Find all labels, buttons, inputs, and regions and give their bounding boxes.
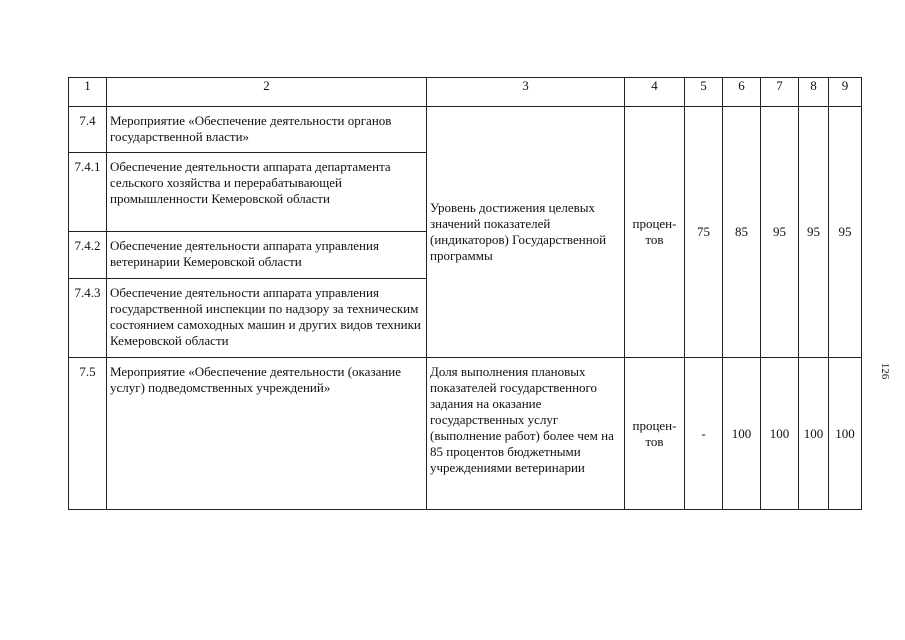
header-cell: 4	[625, 78, 685, 107]
header-cell: 3	[427, 78, 625, 107]
page-number: 126	[879, 362, 891, 380]
indicators-table	[68, 77, 862, 510]
unit-cell: процен-тов	[625, 358, 685, 510]
indicator-cell: Уровень достижения целевых значений показателей (индикаторов) Государственной программы	[427, 107, 625, 358]
header-cell: 2	[107, 78, 427, 107]
header-cell: 5	[685, 78, 723, 107]
row-name: Мероприятие «Обеспечение деятельности органов государственной власти»	[107, 107, 427, 153]
row-name: Обеспечение деятельности аппарата управления ветеринарии Кемеровской области	[107, 232, 427, 279]
value-cell: -	[685, 358, 723, 510]
value-cell: 100	[761, 358, 799, 510]
value-cell: 100	[799, 358, 829, 510]
value-cell: 95	[799, 107, 829, 358]
value-cell: 85	[723, 107, 761, 358]
row-name: Обеспечение деятельности аппарата департамента сельского хозяйства и перерабатывающей промышленности Кемеровской области	[107, 153, 427, 232]
row-number: 7.4.3	[69, 279, 107, 358]
header-cell: 8	[799, 78, 829, 107]
value-cell: 75	[685, 107, 723, 358]
indicator-cell: Доля выполнения плановых показателей государственного задания на оказание государственных услуг (выполнение работ) более чем на 85 процентов бюджетными учреждениями ветеринарии	[427, 358, 625, 510]
row-number: 7.4	[69, 107, 107, 153]
value-cell: 100	[829, 358, 862, 510]
header-cell: 9	[829, 78, 862, 107]
header-cell: 6	[723, 78, 761, 107]
value-cell: 95	[829, 107, 862, 358]
unit-cell: процен-тов	[625, 107, 685, 358]
header-cell: 7	[761, 78, 799, 107]
header-row	[69, 78, 862, 107]
value-cell: 100	[723, 358, 761, 510]
value-cell: 95	[761, 107, 799, 358]
header-cell: 1	[69, 78, 107, 107]
table-row	[69, 107, 862, 153]
row-number: 7.4.1	[69, 153, 107, 232]
row-name: Обеспечение деятельности аппарата управления государственной инспекции по надзору за техническим состоянием самоходных машин и других видов техники Кемеровской области	[107, 279, 427, 358]
table-row	[69, 358, 862, 510]
row-number: 7.5	[69, 358, 107, 510]
row-number: 7.4.2	[69, 232, 107, 279]
row-name: Мероприятие «Обеспечение деятельности (оказание услуг) подведомственных учреждений»	[107, 358, 427, 510]
